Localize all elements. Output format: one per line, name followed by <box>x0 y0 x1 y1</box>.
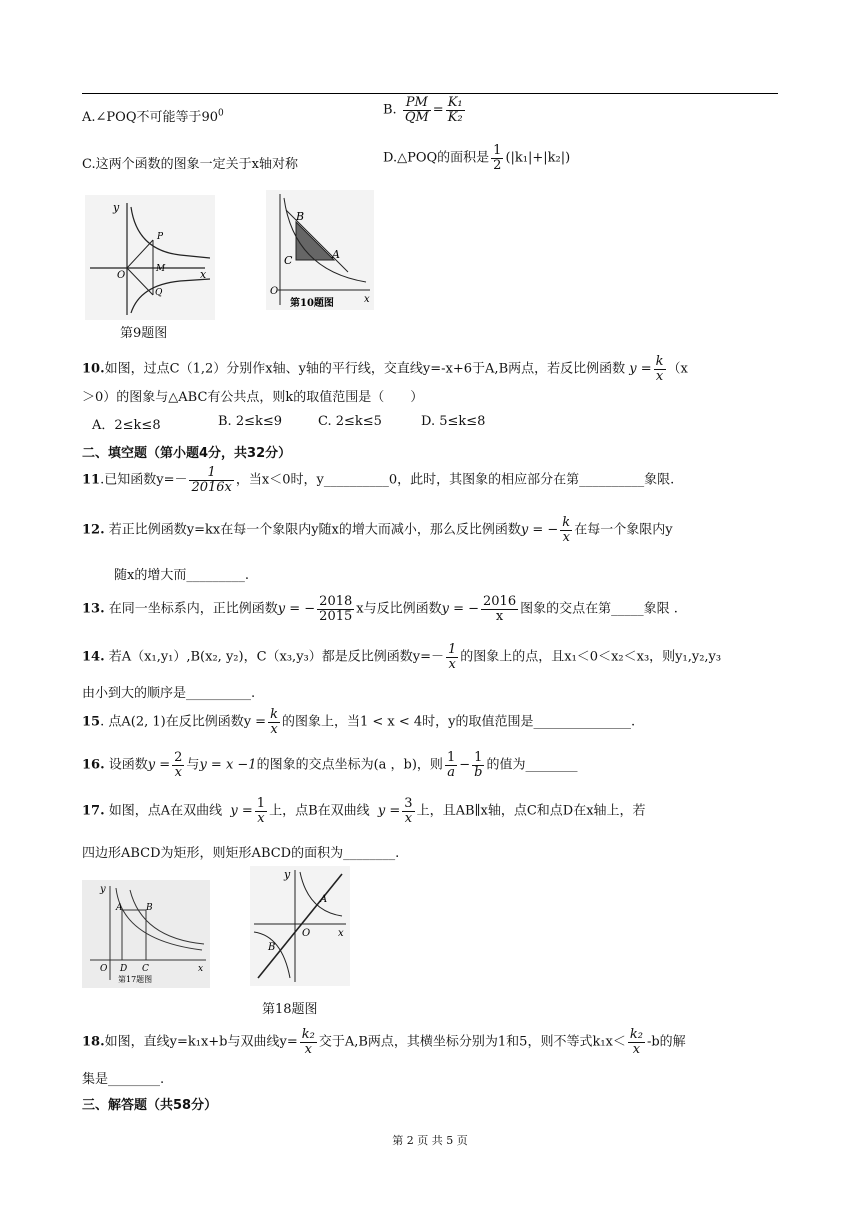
svg-text:x: x <box>338 928 344 939</box>
fig10-caption: 第10题图 <box>290 298 334 309</box>
svg-text:C: C <box>142 964 149 974</box>
q9-option-c: C.这两个函数的图象一定关于x轴对称 <box>82 157 298 172</box>
svg-text:O: O <box>100 964 108 974</box>
fig9-caption: 第9题图 <box>120 326 168 341</box>
q10-option-d: D. 5≤k≤8 <box>421 414 486 429</box>
figure-q17 <box>82 880 210 988</box>
q11: 11.已知函数y=－ $\frac{1}{2016x}$ ，当x＜0时，y__________0，此时，其图象的相应部分在第__________象限. <box>82 465 675 495</box>
q14-line2: 由小到大的顺序是__________. <box>82 686 256 701</box>
fig9-o-label: O <box>117 270 126 281</box>
svg-text:y: y <box>100 884 106 895</box>
q10-option-c: C. 2≤k≤5 <box>318 414 382 429</box>
q18-line1: 18.如图，直线y=k₁x+b与双曲线y= $\frac{\text{k₂}}{x}$ 交于A,B两点，其横坐标分别为1和5，则不等式k₁x＜ $\frac{\text{k₂}}{x}$ -b的解 <box>82 1027 686 1057</box>
q16: 16. 设函数y = $\frac{2}{x}$ 与y = x −1的图象的交点坐标为(a ，b)，则 $\frac{1}{a}$ − $\frac{1}{b}$ 的值为________ <box>82 750 578 780</box>
fig18-caption: 第18题图 <box>262 1002 318 1017</box>
q10-line2: ＞0）的图象与△ABC有公共点，则k的取值范围是（ ） <box>82 390 424 405</box>
q13: 13. 在同一坐标系内，正比例函数y = − $\frac{2018}{2015}$ x与反比例函数y = − $\frac{2016}{x}$ 图象的交点在第_____象限 . <box>82 594 678 624</box>
fig10-b-label: B <box>296 210 305 223</box>
figure-q18 <box>250 866 350 986</box>
q10-option-b: B. 2≤k≤9 <box>218 414 283 429</box>
figure-q10 <box>266 190 374 310</box>
header-rule <box>82 93 778 94</box>
q17-line1: 17. 如图，点A在双曲线 y = $\frac{1}{x}$ 上，点B在双曲线 y = $\frac{3}{x}$ 上，且AB∥x轴，点C和点D在x轴上，若 <box>82 796 646 826</box>
page-footer: 第 2 页 共 5 页 <box>392 1134 468 1147</box>
q10-option-a: A．2≤k≤8 <box>92 418 161 433</box>
q12-line1: 12. 若正比例函数y=kx在每一个象限内y随x的增大而减小，那么反比例函数y = − $\frac{k}{x}$ 在每一个象限内y <box>82 515 673 545</box>
section-3-heading: 三、解答题（共58分） <box>82 1098 218 1113</box>
q15: 15. 点A(2, 1)在反比例函数y = $\frac{k}{x}$ 的图象上，当1 < x < 4时，y的取值范围是_______________. <box>82 707 636 737</box>
q17-line2: 四边形ABCD为矩形，则矩形ABCD的面积为________. <box>82 846 400 861</box>
q14-line1: 14. 若A（x₁,y₁）,B(x₂, y₂)，C（x₃,y₃）都是反比例函数y=－ $\frac{1}{x}$ 的图象上的点，且x₁＜0＜x₂＜x₃，则y₁,y₂,y₃ <box>82 642 722 672</box>
fig10-a-label: A <box>332 248 340 261</box>
svg-text:y: y <box>284 868 291 881</box>
svg-text:O: O <box>302 928 311 939</box>
svg-text:D: D <box>120 964 128 974</box>
fig9-m-label: M <box>156 264 166 274</box>
fig9-q-label: Q <box>155 288 163 298</box>
q9-option-b: B. $\frac{PM}{QM}$ = $\frac{\text{K₁}}{\text{K₂}}$ <box>383 95 463 125</box>
fig10-o-label: O <box>270 286 279 297</box>
q12-line2: 随x的增大而_________. <box>114 568 249 583</box>
fig9-x-label: x <box>200 268 207 281</box>
figure-q9 <box>85 195 215 320</box>
fig9-y-label: y <box>113 201 120 214</box>
svg-text:x: x <box>198 964 204 974</box>
svg-text:B: B <box>146 903 153 913</box>
q9-option-a: A.∠POQ不可能等于$90^0$ <box>82 108 224 125</box>
svg-text:第17题图: 第17题图 <box>118 975 153 984</box>
fig10-c-label: C <box>284 254 293 267</box>
q9-option-d: D.△POQ的面积是 $\frac{1}{2}$ (|k₁|+|k₂|) <box>383 143 571 173</box>
section-2-heading: 二、填空题（第小题4分，共32分） <box>82 446 292 461</box>
fig9-p-label: P <box>157 232 164 242</box>
q10-line1: 10.如图，过点C（1,2）分别作x轴、y轴的平行线，交直线y=-x+6于A,B两点，若反比例函数 y = $\frac{k}{x}$ （x <box>82 354 688 384</box>
svg-text:A: A <box>320 894 328 905</box>
q18-line2: 集是________. <box>82 1072 165 1087</box>
svg-text:A: A <box>116 903 123 913</box>
fig10-x-label: x <box>364 294 370 305</box>
svg-text:B: B <box>268 942 276 953</box>
